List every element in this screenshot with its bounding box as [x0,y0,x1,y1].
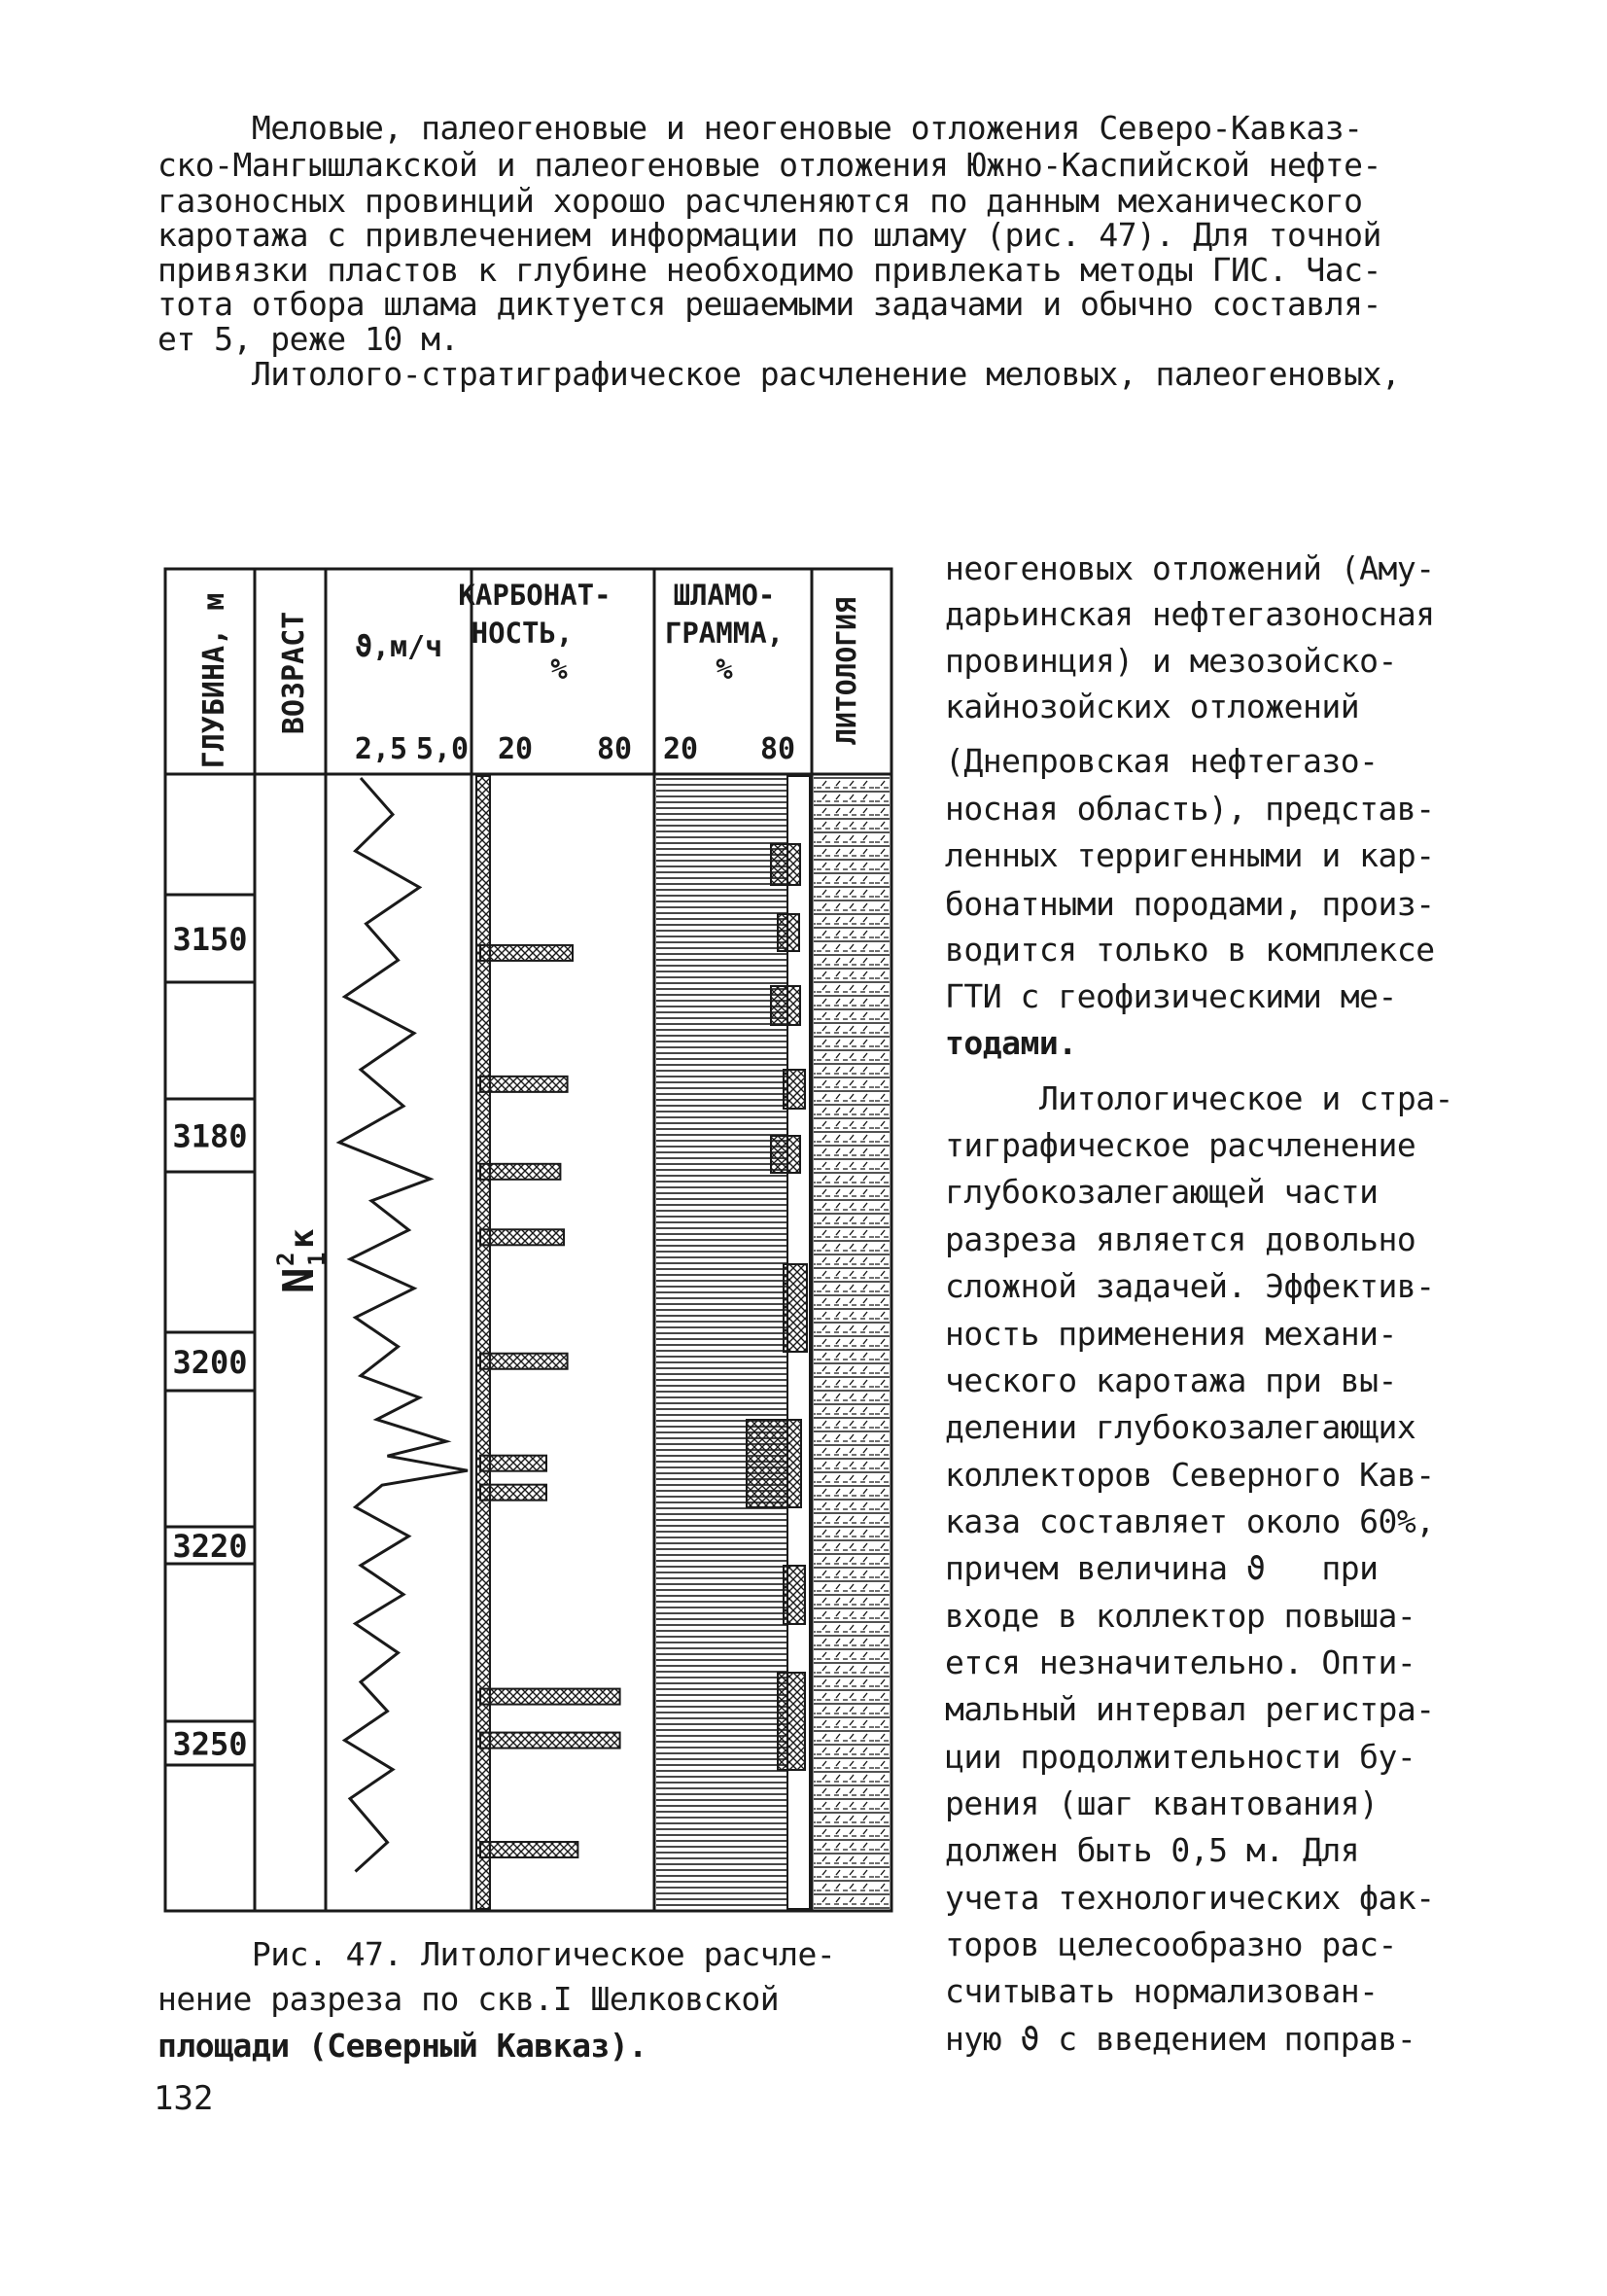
tick-shlam-1: 20 [662,732,699,766]
text-line: кайнозойских отложений [945,688,1360,725]
carbonate-peak-2 [480,1164,560,1180]
text-line: глубокозалегающей части [945,1173,1379,1211]
text-line: ную ϑ с введением поправ- [945,2020,1416,2058]
depth-label-3250 [165,1721,255,1765]
header-shlam-3: % [716,653,733,686]
header-carb-1: КАРБОНАТ- [458,579,611,612]
lithology-pattern [814,776,890,1909]
caption-line: Рис. 47. Литологическое расчле- [157,1935,836,1973]
svg-text:3150: 3150 [172,921,248,958]
text-line: ческого каротажа при вы- [945,1361,1397,1399]
caption-line: нение разреза по скв.I Шелковской [157,1980,780,2018]
depth-scale [165,895,255,1765]
text-line: газоносных провинций хорошо расчленяются по данным механического [157,182,1363,220]
text-line: ции продолжительности бу- [945,1738,1416,1776]
cuttings-hatch [656,776,787,1909]
carbonate-peak-3 [480,1229,564,1245]
page-number: 132 [154,2079,214,2118]
age-label [272,1229,331,1293]
text-line: привязки пластов к глубине необходимо привлекать методы ГИС. Час- [157,251,1381,289]
text-line: делении глубокозалегающих [945,1408,1416,1446]
age-subscript: 1 [303,1252,331,1266]
svg-text:3250: 3250 [172,1725,248,1763]
age-suffix: к [283,1228,322,1249]
text-line: входе в коллектор повыша- [945,1597,1416,1635]
tick-v-1: 2,5 [354,732,408,766]
tick-carb-1: 20 [497,732,534,766]
svg-text:3200: 3200 [172,1344,248,1381]
text-line: считывать нормализован- [945,1972,1379,2010]
text-line: должен быть 0,5 м. Для [945,1831,1360,1869]
text-line: каза составляет около 60%, [945,1502,1435,1540]
header-shlam-1: ШЛАМО- [673,579,776,612]
header-shlam-2: ГРАММА, [664,617,785,650]
text-line: провинция) и мезозойско- [945,642,1397,680]
text-line: каротажа с привлечением информации по шламу (рис. 47). Для точной [157,216,1381,254]
text-line: рения (шаг квантования) [945,1784,1379,1822]
text-line: тиграфическое расчленение [945,1126,1416,1164]
text-line: бонатными породами, произ- [945,885,1435,923]
tick-carb-2: 80 [596,732,633,766]
text-line: тота отбора шлама диктуется решаемыми задачами и обычно составля- [157,285,1381,323]
text-line: ется незначительно. Опти- [945,1643,1416,1681]
carbonate-peak-4 [480,1354,568,1369]
carbonate-peak-8 [480,1733,620,1748]
depth-label-3200 [165,1332,255,1391]
text-line: мальный интервал регистра- [945,1690,1435,1728]
carbonate-peak-9 [480,1842,577,1857]
text-line: ГТИ с геофизическими ме- [945,977,1397,1015]
tick-shlam-2: 80 [759,732,796,766]
svg-text:3180: 3180 [172,1117,248,1155]
text-line: учета технологических фак- [945,1879,1435,1917]
header-carb-2: НОСТЬ, [471,617,574,650]
text-line: водится только в комплексе [945,931,1435,969]
header-lithology: ЛИТОЛОГИЯ [830,597,862,745]
carbonate-peaks [480,945,620,1857]
caption-line: площади (Северный Кавказ). [157,2027,647,2065]
text-line: тодами. [945,1024,1077,1062]
text-line: неогеновых отложений (Аму- [945,549,1435,587]
header-depth: ГЛУБИНА, м [197,592,231,769]
header-age: ВОЗРАСТ [277,611,311,735]
text-line: сложной задачей. Эффектив- [945,1267,1435,1305]
text-line: Литолого-стратиграфическое расчленение меловых, палеогеновых, [157,355,1401,393]
text-line: ет 5, реже 10 м. [157,320,459,358]
text-line: Меловые, палеогеновые и неогеновые отложения Северо-Кавказ- [157,109,1363,147]
svg-text:3220: 3220 [172,1528,248,1565]
tick-v-2: 5,0 [415,732,470,766]
text-line: дарьинская нефтегазоносная [945,595,1435,633]
age-superscript: 2 [272,1252,299,1266]
text-line: ность применения механи- [945,1315,1397,1353]
header-carb-3: % [550,653,568,686]
text-line: разреза является довольно [945,1220,1416,1258]
depth-label-3220 [165,1527,255,1565]
rop-curve [339,778,468,1872]
depth-label-3150 [165,895,255,982]
text-line: торов целесообразно рас- [945,1925,1397,1963]
age-main: N [274,1267,324,1293]
carbonate-peak-1 [480,1077,568,1092]
text-line: Литологическое и стра- [945,1079,1453,1117]
carbonate-peak-5 [480,1456,546,1471]
depth-label-3180 [165,1099,255,1172]
header-v-unit: ϑ,м/ч [354,630,443,664]
text-line: (Днепровская нефтегазо- [945,742,1379,780]
carbonate-peak-7 [480,1689,620,1705]
carbonate-peak-6 [480,1485,546,1501]
text-line: ско-Мангышлакской и палеогеновые отложения Южно-Каспийской нефте- [157,146,1381,184]
carbonate-peak-0 [480,945,573,961]
text-line: ленных терригенными и кар- [945,836,1435,874]
text-line: носная область), представ- [945,790,1435,828]
text-line: коллекторов Северного Кав- [945,1456,1435,1494]
text-line: причем величина ϑ при [945,1549,1379,1587]
